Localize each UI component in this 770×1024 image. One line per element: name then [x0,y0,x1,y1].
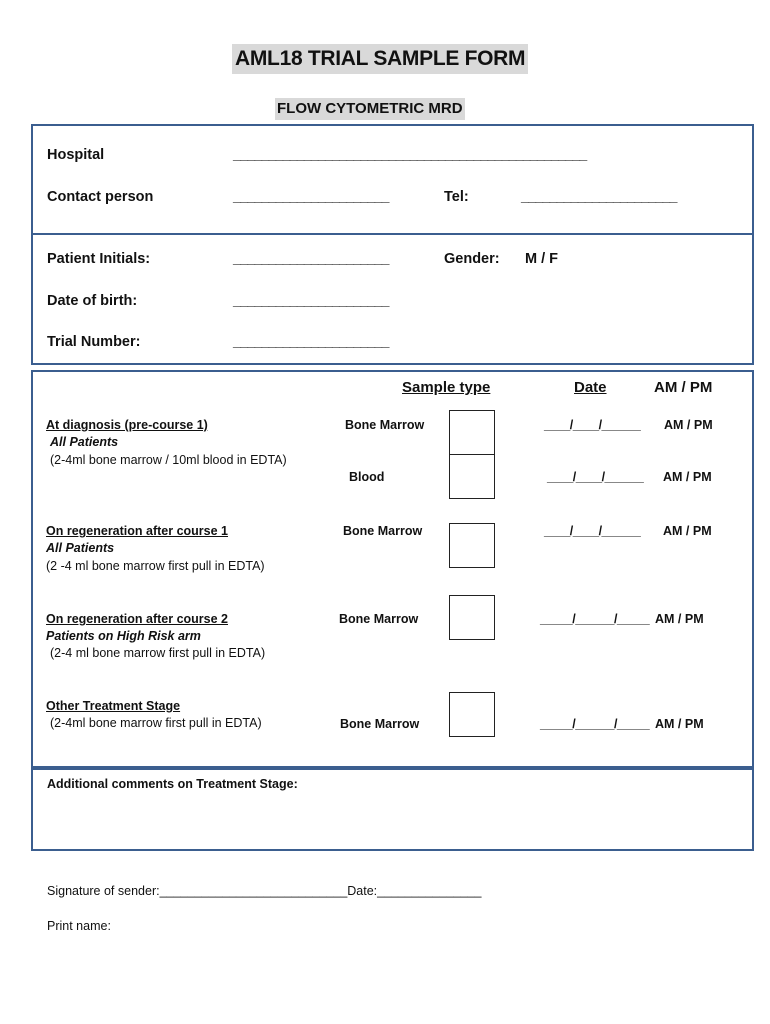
date-header: Date [574,379,607,396]
patient-initials-label: Patient Initials: [47,251,151,267]
checkbox-regen-course1[interactable] [449,523,495,568]
note-diagnosis: (2-4ml bone marrow / 10ml blood in EDTA) [50,453,287,467]
checkbox-diagnosis-blood[interactable] [449,454,495,499]
dob-field[interactable]: ______________________ [233,293,389,309]
date-diagnosis-bm[interactable]: ____/____/______ [544,418,641,432]
group-diagnosis: All Patients [50,435,119,449]
date-diagnosis-blood[interactable]: ____/____/______ [547,470,644,484]
print-name-label: Print name: [47,919,111,933]
date-regen-course1[interactable]: ____/____/______ [544,524,641,538]
ampm-regen-course1[interactable]: AM / PM [663,524,712,538]
gender-label: Gender: [444,251,500,267]
hospital-label: Hospital [47,147,105,163]
note-other: (2-4ml bone marrow first pull in EDTA) [50,716,262,730]
trial-number-label: Trial Number: [47,334,141,350]
signature-field[interactable]: ___________________________ [159,884,348,898]
type-diagnosis-bm: Bone Marrow [345,418,425,432]
group-regen-course1: All Patients [46,541,115,555]
type-regen-course1: Bone Marrow [343,524,423,538]
type-regen-course2: Bone Marrow [339,612,419,626]
date-regen-course2[interactable]: _____/______/_____ [540,612,650,626]
gender-options[interactable]: M / F [525,251,559,267]
note-regen-course2: (2-4 ml bone marrow first pull in EDTA) [50,646,266,660]
ampm-regen-course2[interactable]: AM / PM [655,612,704,626]
ampm-header: AM / PM [654,379,713,396]
type-other: Bone Marrow [340,717,420,731]
ampm-other[interactable]: AM / PM [655,717,704,731]
stage-regen-course2: On regeneration after course 2 [46,612,229,626]
group-regen-course2: Patients on High Risk arm [46,629,201,643]
footer-date-label: Date: [347,884,378,898]
tel-label: Tel: [444,189,469,205]
contact-person-field[interactable]: ______________________ [233,189,389,205]
type-diagnosis-blood: Blood [349,470,385,484]
dob-label: Date of birth: [47,293,138,309]
stage-other: Other Treatment Stage [46,699,181,713]
patient-initials-field[interactable]: ______________________ [233,251,389,267]
contact-person-label: Contact person [47,189,154,205]
checkbox-other[interactable] [449,692,495,737]
checkbox-regen-course2[interactable] [449,595,495,640]
form-title: AML18 TRIAL SAMPLE FORM [232,44,528,74]
signature-label-text: Signature of sender: [47,884,160,898]
comments-label: Additional comments on Treatment Stage: [47,777,298,791]
sample-type-header: Sample type [402,379,491,396]
stage-diagnosis: At diagnosis (pre-course 1) [46,418,208,432]
stage-regen-course1: On regeneration after course 1 [46,524,229,538]
signature-label [47,884,481,898]
tel-field[interactable]: ______________________ [521,189,677,205]
contact-section [31,124,754,235]
comments-field[interactable] [45,796,745,844]
ampm-diagnosis-bm[interactable]: AM / PM [664,418,713,432]
hospital-field[interactable]: __________________________________________________ [233,147,587,163]
ampm-diagnosis-blood[interactable]: AM / PM [663,470,712,484]
note-regen-course1: (2 -4 ml bone marrow first pull in EDTA) [46,559,265,573]
date-other[interactable]: _____/______/_____ [540,717,650,731]
footer-date-field[interactable]: _______________ [377,884,482,898]
trial-number-field[interactable]: ______________________ [233,334,389,350]
form-subtitle: FLOW CYTOMETRIC MRD [275,98,465,120]
checkbox-diagnosis-bm[interactable] [449,410,495,455]
